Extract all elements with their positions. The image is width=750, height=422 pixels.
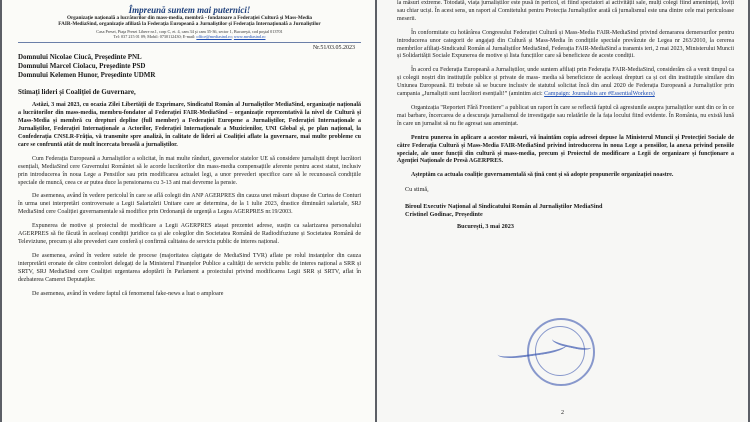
reference-number: Nr.51/03.05.2023: [312, 45, 355, 52]
org-header-line-2: FAIR-MediaSind, organizaţie afiliată la Federaţia Europeană a Jurnaliştilor şi Federaţia Internaţională a Jurnaliştilor: [58, 21, 321, 28]
address-block: [18, 29, 361, 39]
page-number: 2: [561, 410, 564, 416]
letter-date: București, 3 mai 2023: [457, 222, 514, 230]
recipient-1: Domnului Nicolae Ciucă, Președinte PNL: [18, 53, 142, 62]
paragraph-agerpres: De asemenea, având în vedere pericolul în care se află colegii din ANP AGERPRES din cauza unei măsuri dispuse de Curtea de Conturi în urma unei interpretări controversate a Legii Salarizării Unitare care ar determina, de la 1 iulie 2023, drastice diminuări salariale, SRJ MediaSind cere Coaliției guvernamentale să modifice prin Ordonanță de urgență a Legea AGERPRES nr.19/2003.: [18, 193, 361, 216]
paragraph-congress: În conformitate cu hotărârea Congresului Federației Cultură și Mass-Media FAIR-MediaSind privind demararea demersurilor pentru introducerea unor categorii de angajați din Cultură și Mass-Media în condițiile speciale prevăzute de Legea nr 263/2010, la cererea membrilor afiliați-Sindicatul Român al Jurnaliștilor MediaSind, Federația FAIR-MediaSind a transmis ieri, 2 mai 2023, Ministerului Muncii și Solidarității Sociale Expunerea de motive și lista funcțiilor care să beneficieze de aceste condiții.: [397, 29, 734, 60]
signature-org: Biroul Executiv Național al Sindicatului Român al Jurnaliștilor MediaSind: [405, 203, 603, 211]
address-line-1: Casa Presei, Piaţa Presei Libere nr.1, corp C, et. 4, cam 34 şi cam 35-36, sector 1, Bucureşti, cod poştal 013701: [96, 29, 283, 35]
paragraph-expectation: Așteptăm ca actuala coaliție guvernamentală să țină cont și să adopte propunerile organizației noastre.: [411, 172, 674, 179]
slogan: Împreună suntem mai puternici!: [128, 5, 251, 15]
website-link[interactable]: www.mediasind.ro: [233, 34, 266, 40]
address-phone: Tel: 037 215 01 09; Mobil: 0730112430; E-mail:: [113, 34, 196, 40]
salutation: Stimați lideri și Coaliției de Guvernare,: [18, 88, 136, 97]
recipient-2: Domnului Marcel Ciolacu, Președinte PSD: [18, 62, 146, 71]
header-divider: [18, 42, 361, 43]
paragraph-measures: Pentru punerea în aplicare a acestor măsuri, vă înaintăm copia adresei depuse la Ministerul Muncii și Protecției Sociale de către Federația Cultură și Mass-Media FAIR-MediaSind privind introducerea în noua Lege a pensiilor, la anexa privind pensiile speciale, ale unor funcții din cultură și mass-media, precum și Proiectul de modificare a Legii de organizare și funcționare a Agenției Naționale de Presă AGERPRES.: [397, 134, 734, 165]
recipient-list: [18, 53, 361, 80]
letter-page-2: [377, 0, 748, 422]
letter-page-1: [2, 0, 375, 422]
paragraph-efj-text: În acord cu Federația Europeană a Jurnaliștilor, unde suntem afiliați prin Federația FAIR-MediaSind, considerăm că a venit timpul ca și colegii noștri din instituțiile publice și private de mass- media să beneficieze de aceleași drepturi ca și cei din instituțiile similare din Uniunea Europeană. Ei trebuie să se bucure inclusiv de statutul solicitat încă din anul 2020 de Federația Europeană a Jurnaliștilor prin campania „Jurnaliștii sunt lucrători esențiali!” (amintim aici:: [397, 67, 734, 98]
paragraph-intro: Astăzi, 3 mai 2023, cu ocazia Zilei Libertății de Exprimare, Sindicatul Român al Jurnaliștilor MediaSind, organizație națională a lucrătorilor din mass-media, membru-fondator al Federației FAIR-MediaSind – organizație reprezentativă la nivel de Cultură și Mass-Media și membră cu drepturi depline (full member) a Federației Europene a Jurnaliștilor, Federației Internaționale a Jurnaliștilor, Federației Internaționale a Actorilor, Federației Internaționale a Muzicienilor, UNI Global și, pe plan național, la Confederația CNSLR-Frăția, vă transmite spre analiză, în calitate de lideri ai Coaliției aflate la guvernare, mai multe probleme cu care se confruntă atât de mult încercata breaslă a jurnaliștilor.: [18, 102, 361, 148]
paragraph-fake-news: De asemenea, având în vedere faptul că fenomenul fake-news a luat o amploare: [32, 290, 224, 297]
paragraph-essential-workers: Cum Federația Europeană a Jurnaliștilor a solicitat, în mai multe rânduri, guvernelor statelor UE să considere jurnaliștii drept lucrători esențiali, MediaSind cere Guvernului României să le acorde lucrătorilor din mass-media compensațiile aferente pentru acest statut, inclusiv prin introducerea în noua Lege a Pensiilor sau prin modificarea actualei legi, a unor prevederi specifice care să le recunoască condițiile speciale de muncă, ceea ce ar putea duce la pensionarea cu 3-13 ani mai devreme la pensie.: [18, 155, 361, 186]
paragraph-agerpres-law: Expunerea de motive și proiectul de modificare a Legii AGERPRES atașat prezentei adrese, susțin ca salarizarea personalului AGERPRES să fie făcută în aceleași condiții juridice ca și ale colegilor din Societatea Română de Radiodifuziune și Societatea Română de Televiziune, precum și alte prevederi care conferă și confirmă calitatea de serviciu public de interes național.: [18, 223, 361, 245]
closing: Cu stimă,: [405, 186, 429, 194]
signature-name: Cristinel Godinac, Președinte: [405, 211, 483, 219]
paragraph-srr-srtv: De asemenea, având în vedere sutele de procese (majoritatea câștigate de MediaSind TVR) aflate pe rolul instanțelor din cauza interpretării eronate de către controlori delegați de la Ministerul Finanțelor Publice a calității de serviciu public de interes național a SRR și SRTV, SRJ MediaSind cere Coaliției urgentarea adoptării în Parlament a proiectului privind modificarea Legii SRR și SRTV, aflat în dezbaterea Camerei Deputaților.: [18, 252, 361, 283]
paragraph-efj: [397, 67, 734, 99]
recipient-3: Domnului Kelemen Hunor, Președinte UDMR: [18, 71, 156, 80]
campaign-link[interactable]: Campaign: Journalists are #EssentialWorkers): [544, 91, 655, 98]
address-line-2: Tel: 037 215 01 09; Mobil: 0730112430; E-mail: office@mediasind.ro; www.mediasind.ro: [113, 34, 266, 40]
org-header-line-1: Organizaţie naţională a lucrătorilor din mass-media, membră - fondatoare a Federaţiei Cultură şi Mass-Media: [66, 15, 313, 21]
email-link[interactable]: office@mediasind.ro: [196, 34, 232, 40]
paragraph-dangers: la măsuri extreme. Totodată, viața jurnaliștilor este pusă în pericol, ei fiind spectatori ai activității sale, mulți colegi fiind amenințați, loviți sau chiar uciși. În acest sens, un raport al Comitetului pentru Protecția Jurnaliștilor arată că jurnalismul este una dintre cele mai periculoase meserii.: [397, 0, 734, 22]
paragraph-rsf: Organizația "Reporteri Fără Frontiere" a publicat un raport în care se reflectă faptul că agresiunile asupra jurnaliștilor sunt din ce în ce mai barbare, încercarea de a descuraja jurnalismul de investigație sau relatările de la fața locului fiind evidente. În România, nu există lună în care un jurnalist să nu fie agresat sau amenințat.: [397, 104, 734, 127]
signature-block: [405, 203, 734, 219]
